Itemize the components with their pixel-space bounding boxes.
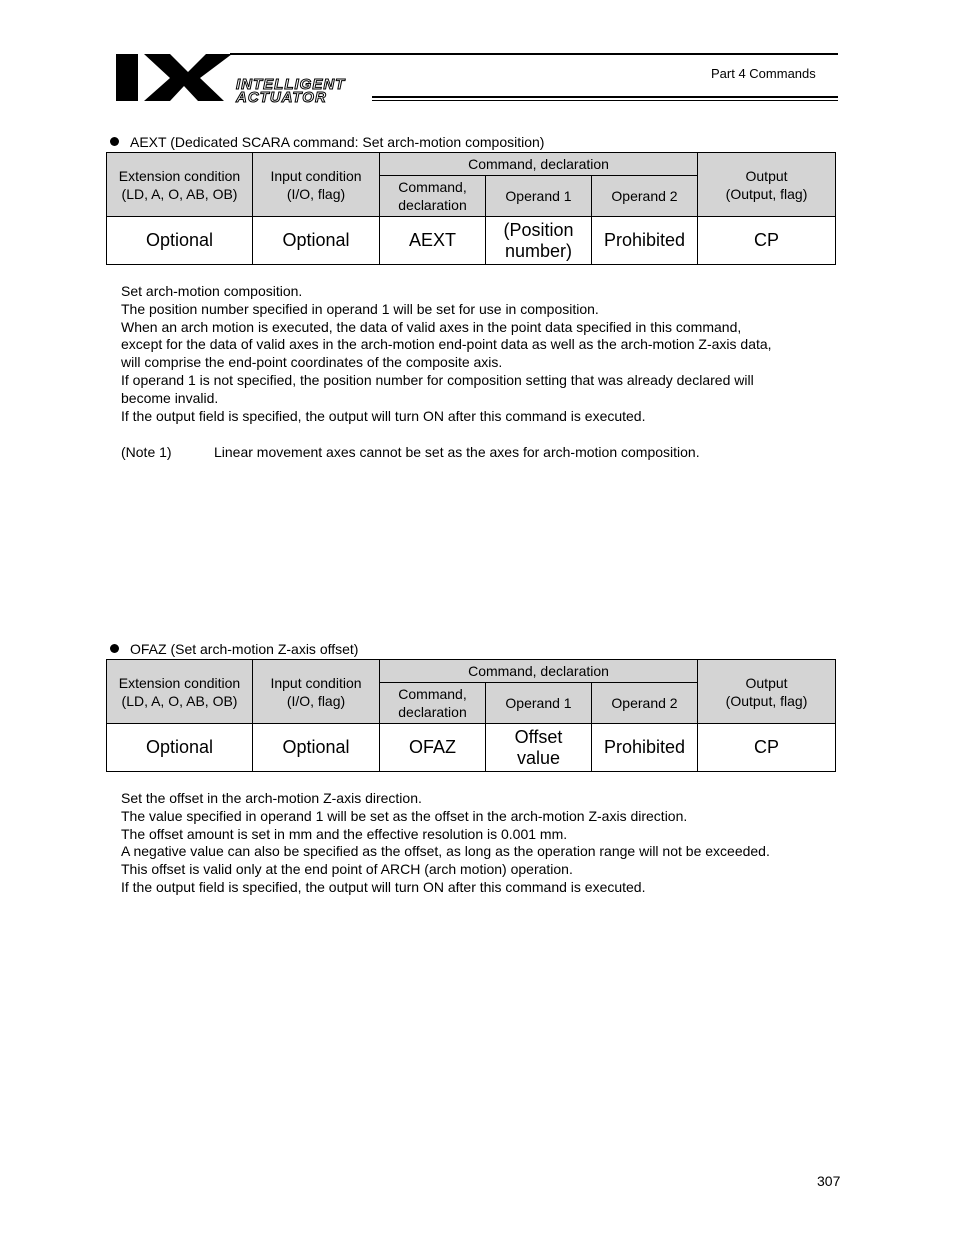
description-line: If operand 1 is not specified, the position number for composition setting that was already declared will [121,371,754,388]
note-text: Linear movement axes cannot be set as the axes for arch-motion composition. [214,444,700,460]
logo-i-bar [116,54,138,101]
cell-input: Optional [253,217,380,265]
ix-logo [114,52,396,104]
command-table-ofaz [106,659,836,772]
description-line: will comprise the end-point coordinates of the composite axis. [121,354,503,371]
cell-output: CP [698,217,836,265]
part-label: Part 4 Commands [711,66,816,81]
header-operand-2: Operand 2 [592,176,698,217]
cell-input: Optional [253,724,380,772]
logo-text-actuator: ACTUATOR [236,89,327,104]
cell-extension: Optional [107,217,253,265]
cell-operand-2: Prohibited [592,217,698,265]
cell-operand-2: Prohibited [592,724,698,772]
header-input-condition: Input condition (I/O, flag) [253,153,380,217]
bullet-icon [110,137,119,146]
description-line: The value specified in operand 1 will be set as the offset in the arch-motion Z-axis direction. [121,807,688,824]
cell-command: OFAZ [380,724,486,772]
bullet-icon [110,644,119,653]
header-command-group: Command, declaration [380,660,698,683]
description-line: If the output field is specified, the output will turn ON after this command is executed. [121,407,646,424]
header-operand-2: Operand 2 [592,683,698,724]
header-command-group: Command, declaration [380,153,698,176]
cell-extension: Optional [107,724,253,772]
cell-output: CP [698,724,836,772]
logo-x-mark [144,54,232,101]
cell-command: AEXT [380,217,486,265]
header-operand-1: Operand 1 [486,176,592,217]
header-extension-condition: Extension condition (LD, A, O, AB, OB) [107,153,253,217]
command-table-aext [106,152,836,265]
description-line: If the output field is specified, the output will turn ON after this command is executed. [121,878,646,895]
description-ofaz [121,790,770,897]
description-line: A negative value can also be specified as the offset, as long as the operation range will not be exceeded. [121,843,770,860]
description-aext [121,283,772,425]
cell-operand-1: (Position number) [486,217,592,265]
description-line: This offset is valid only at the end point of ARCH (arch motion) operation. [121,861,573,878]
header-operand-1: Operand 1 [486,683,592,724]
header-rule-bottom-thin [372,100,838,101]
header-output: Output (Output, flag) [698,660,836,724]
header-command-declaration: Command, declaration [380,683,486,724]
header-extension-condition: Extension condition (LD, A, O, AB, OB) [107,660,253,724]
header-rule-bottom [372,96,838,98]
section-title-ofaz: OFAZ (Set arch-motion Z-axis offset) [110,641,358,657]
header-output: Output (Output, flag) [698,153,836,217]
description-line: Set arch-motion composition. [121,283,303,299]
description-line: The offset amount is set in mm and the effective resolution is 0.001 mm. [121,825,568,842]
note-label: (Note 1) [121,444,172,460]
description-line: Set the offset in the arch-motion Z-axis direction. [121,790,422,806]
header-input-condition: Input condition (I/O, flag) [253,660,380,724]
header-command-declaration: Command, declaration [380,176,486,217]
description-line: When an arch motion is executed, the data of valid axes in the point data specified in this command, [121,318,742,335]
logo-text-intelligent: INTELLIGENT [236,76,346,93]
description-line: become invalid. [121,389,219,406]
header-rule-top [230,53,838,55]
description-line: except for the data of valid axes in the arch-motion end-point data as well as the arch-motion Z-axis data, [121,336,772,353]
cell-operand-1: Offset value [486,724,592,772]
section-title-aext: AEXT (Dedicated SCARA command: Set arch-motion composition) [110,134,544,150]
note-1 [121,444,700,460]
page-number: 307 [817,1173,841,1189]
description-line: The position number specified in operand 1 will be set for use in composition. [121,300,599,317]
